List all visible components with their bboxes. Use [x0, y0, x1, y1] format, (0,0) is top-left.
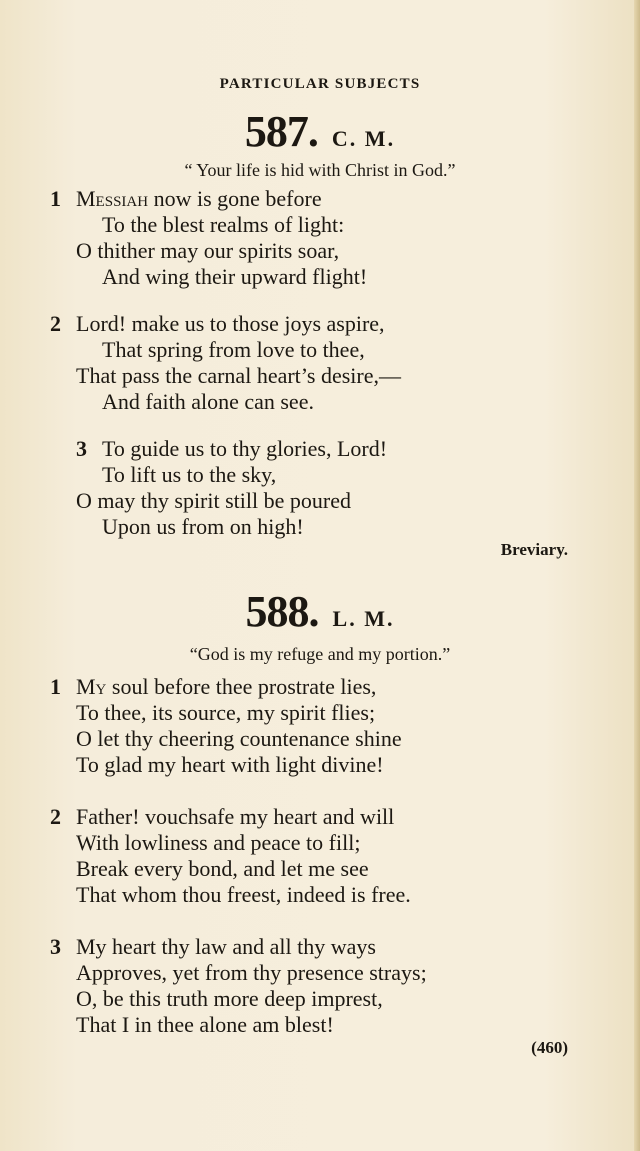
verse-line: That spring from love to thee, [102, 337, 365, 362]
hymn-heading-587 [0, 106, 640, 157]
verse-line: To the blest realms of light: [102, 212, 345, 237]
verse-first-word: My [76, 674, 107, 699]
verse-line: O thither may our spirits soar, [76, 238, 340, 263]
hymn-number: 588. [245, 587, 319, 636]
hymn-epigraph: “ Your life is hid with Christ in God.” [184, 160, 456, 180]
verse-line: To lift us to the sky, [102, 462, 277, 487]
verse-line: Upon us from on high! [102, 514, 304, 539]
verse-line [76, 186, 322, 212]
hymn-attribution: Breviary. [500, 540, 568, 559]
verse-line-text: soul before thee prostrate lies, [106, 674, 377, 699]
verse-line [76, 674, 376, 700]
verse-line: My heart thy law and all thy ways [76, 934, 376, 959]
verse-line: O, be this truth more deep imprest, [76, 986, 383, 1011]
stanza-number: 2 [50, 311, 61, 336]
verse-line-text: now is gone before [148, 186, 322, 211]
hymn-number: 587. [244, 107, 318, 156]
verse-line: To guide us to thy glories, Lord! [102, 436, 388, 461]
verse-first-word: Messiah [76, 186, 149, 211]
stanza-number: 3 [76, 436, 87, 461]
verse-line: And faith alone can see. [102, 389, 314, 414]
verse-line: That whom thou freest, indeed is free. [76, 882, 411, 907]
hymn-epigraph: “God is my refuge and my portion.” [189, 644, 451, 664]
verse-line: That I in thee alone am blest! [76, 1012, 334, 1037]
hymn-meter: C. M. [331, 126, 396, 151]
verse-line: To glad my heart with light divine! [76, 752, 384, 777]
verse-line: And wing their upward flight! [102, 264, 368, 289]
verse-line: O may thy spirit still be poured [76, 488, 351, 513]
stanza-number: 3 [50, 934, 61, 959]
page-number: (460) [531, 1038, 568, 1057]
verse-line: That pass the carnal heart’s desire,— [76, 363, 401, 388]
verse-line: O let thy cheering countenance shine [76, 726, 402, 751]
verse-line: To thee, its source, my spirit flies; [76, 700, 376, 725]
hymn-heading-588 [0, 586, 640, 637]
verse-line: With lowliness and peace to fill; [76, 830, 361, 855]
verse-line: Approves, yet from thy presence strays; [76, 960, 427, 985]
stanza-number: 1 [50, 186, 61, 211]
hymn-meter: L. M. [332, 606, 395, 631]
stanza-number: 1 [50, 674, 61, 699]
running-head: PARTICULAR SUBJECTS [219, 76, 421, 92]
verse-line: Father! vouchsafe my heart and will [76, 804, 395, 829]
verse-line: Lord! make us to those joys aspire, [76, 311, 385, 336]
verse-line: Break every bond, and let me see [76, 856, 369, 881]
stanza-number: 2 [50, 804, 61, 829]
